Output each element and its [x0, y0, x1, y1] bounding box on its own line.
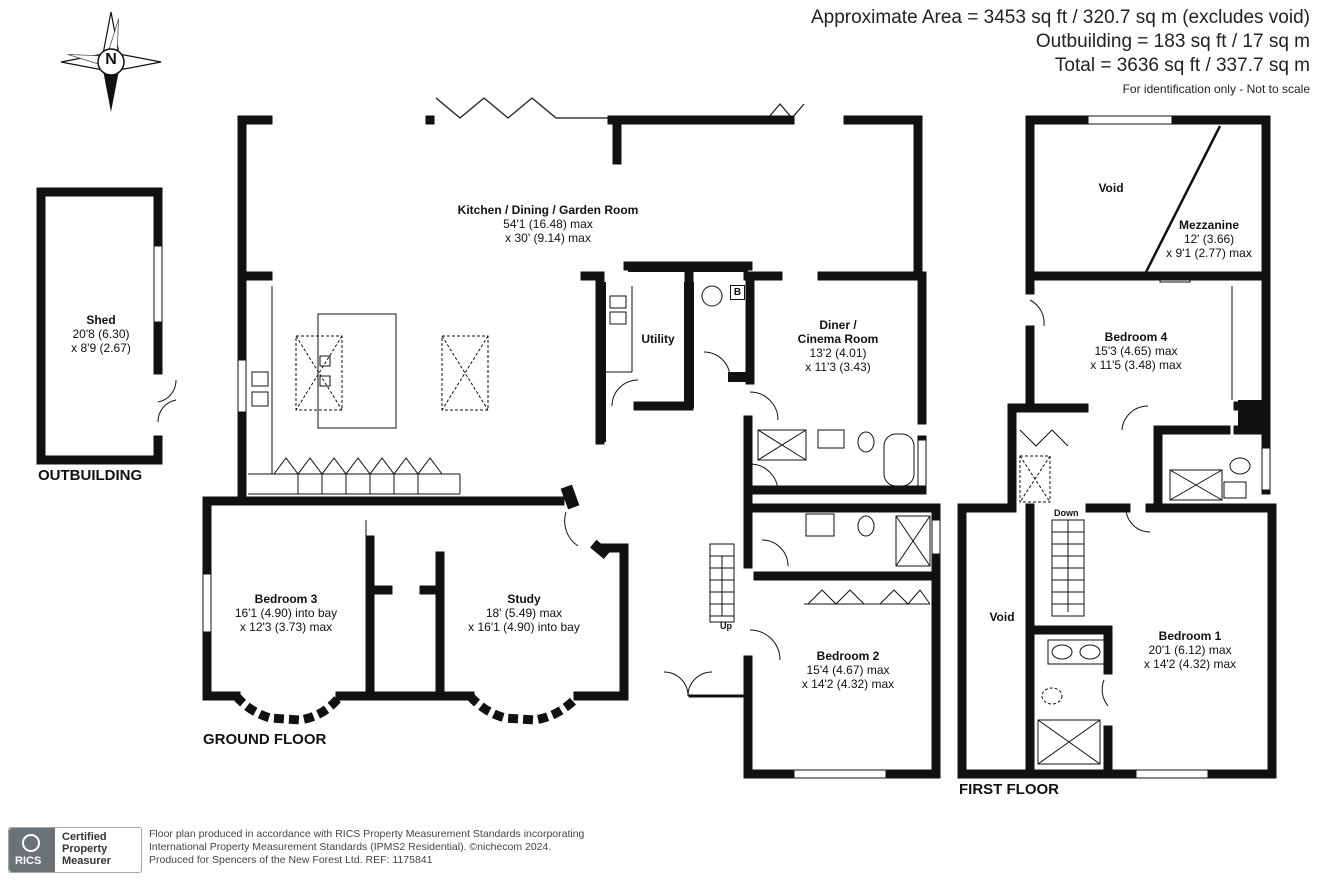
outbuilding-heading: OUTBUILDING — [38, 467, 143, 484]
certified-text: Certified Property Measurer — [62, 831, 111, 867]
bedroom2-walls — [690, 496, 936, 774]
total-area: Total = 3636 sq ft / 337.7 sq m — [1054, 55, 1310, 76]
kitchen-label: Kitchen / Dining / Garden Room 54'1 (16.48) max x 30' (9.14) max — [457, 203, 639, 245]
bedroom2-label: Bedroom 2 15'4 (4.67) max x 14'2 (4.32) max — [801, 649, 895, 691]
utility-label: Utility — [641, 332, 675, 346]
compass-north-letter: N — [105, 51, 117, 68]
bedroom3-bay-window — [236, 696, 340, 720]
footer-note: Floor plan produced in accordance with RICS Property Measurement Standards incorporating International Property Measurement Standards (IPMS2 Residential). ©nichecom 2024. Produced for Spencers of the New Forest Ltd. REF: 1175841 — [149, 828, 585, 866]
stairs-up-label: Up — [720, 621, 732, 631]
first-floor-heading: FIRST FLOOR — [959, 781, 1059, 798]
bedroom1-label: Bedroom 1 20'1 (6.12) max x 14'2 (4.32) max — [1143, 629, 1237, 671]
void-top-label: Void — [1098, 181, 1124, 195]
kitchen-island — [318, 314, 396, 428]
rics-logo: RICS — [9, 828, 55, 872]
diner-label: Diner / Cinema Room 13'2 (4.01) x 11'3 (3.43) — [797, 318, 879, 374]
outbuilding-area: Outbuilding = 183 sq ft / 17 sq m — [1035, 31, 1310, 52]
study-bay-window — [470, 696, 578, 720]
boiler-marker: B — [730, 285, 745, 300]
mezzanine-label: Mezzanine 12' (3.66) x 9'1 (2.77) max — [1166, 218, 1252, 260]
rics-mark-icon — [22, 834, 40, 852]
study-label: Study 18' (5.49) max x 16'1 (4.90) into bay — [468, 592, 580, 634]
bedroom4-label: Bedroom 4 15'3 (4.65) max x 11'5 (3.48) max — [1090, 330, 1182, 372]
rics-badge — [8, 827, 142, 873]
stairs-down-label: Down — [1054, 508, 1079, 518]
void-left-label: Void — [989, 610, 1015, 624]
shed-label: Shed 20'8 (6.30) x 8'9 (2.67) — [71, 313, 131, 355]
bedroom3-label: Bedroom 3 16'1 (4.90) into bay x 12'3 (3.73) max — [234, 592, 338, 634]
approximate-area: Approximate Area = 3453 sq ft / 320.7 sq m (excludes void) — [810, 7, 1310, 28]
kitchen-walls — [242, 120, 922, 496]
identification-note: For identification only - Not to scale — [1122, 82, 1310, 96]
ground-floor-heading: GROUND FLOOR — [203, 731, 327, 748]
